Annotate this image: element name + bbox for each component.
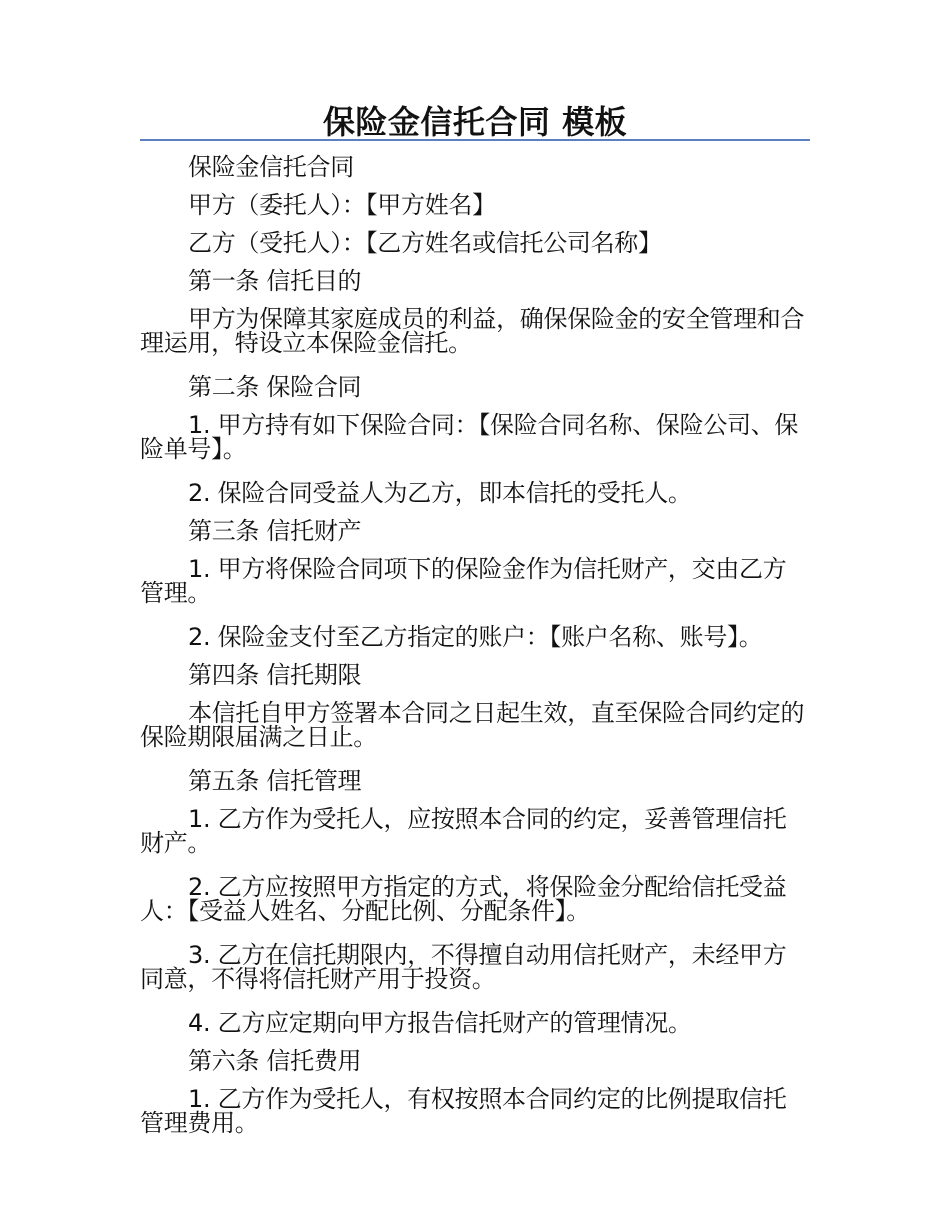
article-5-heading: 第五条 信托管理 bbox=[188, 767, 362, 795]
document-title: 保险金信托合同 模板 bbox=[322, 103, 628, 141]
article-5-item-2: 2. 乙方应按照甲方指定的方式，将保险金分配给信托受益人：【受益人姓名、分配比例、分配条件】。 bbox=[140, 873, 787, 925]
article-2-heading: 第二条 保险合同 bbox=[188, 373, 362, 401]
article-6-item-1: 1. 乙方作为受托人，有权按照本合同约定的比例提取信托管理费用。 bbox=[140, 1085, 787, 1137]
article-4-text: 本信托自甲方签署本合同之日起生效，直至保险合同约定的保险期限届满之日止。 bbox=[140, 699, 805, 751]
article-3-item-1: 1. 甲方将保险合同项下的保险金作为信托财产，交由乙方管理。 bbox=[140, 555, 787, 607]
party-b-line: 乙方（受托人）：【乙方姓名或信托公司名称】 bbox=[188, 229, 662, 257]
article-2-item-2: 2. 保险合同受益人为乙方，即本信托的受托人。 bbox=[188, 479, 692, 507]
party-a-line: 甲方（委托人）：【甲方姓名】 bbox=[188, 191, 496, 219]
article-1-heading: 第一条 信托目的 bbox=[188, 267, 362, 295]
article-3-item-2: 2. 保险金支付至乙方指定的账户：【账户名称、账号】。 bbox=[188, 623, 763, 651]
contract-heading: 保险金信托合同 bbox=[188, 153, 354, 181]
article-5-item-3: 3. 乙方在信托期限内，不得擅自动用信托财产，未经甲方同意，不得将信托财产用于投资。 bbox=[140, 941, 787, 993]
article-6-heading: 第六条 信托费用 bbox=[188, 1047, 362, 1075]
title-underline bbox=[140, 139, 810, 141]
article-4-heading: 第四条 信托期限 bbox=[188, 661, 362, 689]
article-3-heading: 第三条 信托财产 bbox=[188, 517, 362, 545]
article-5-item-4: 4. 乙方应定期向甲方报告信托财产的管理情况。 bbox=[188, 1009, 692, 1037]
article-2-item-1: 1. 甲方持有如下保险合同：【保险合同名称、保险公司、保险单号】。 bbox=[140, 411, 799, 463]
document-body bbox=[140, 155, 810, 1155]
article-1-text: 甲方为保障其家庭成员的利益，确保保险金的安全管理和合理运用，特设立本保险金信托。 bbox=[140, 305, 805, 357]
article-5-item-1: 1. 乙方作为受托人，应按照本合同的约定，妥善管理信托财产。 bbox=[140, 805, 787, 857]
